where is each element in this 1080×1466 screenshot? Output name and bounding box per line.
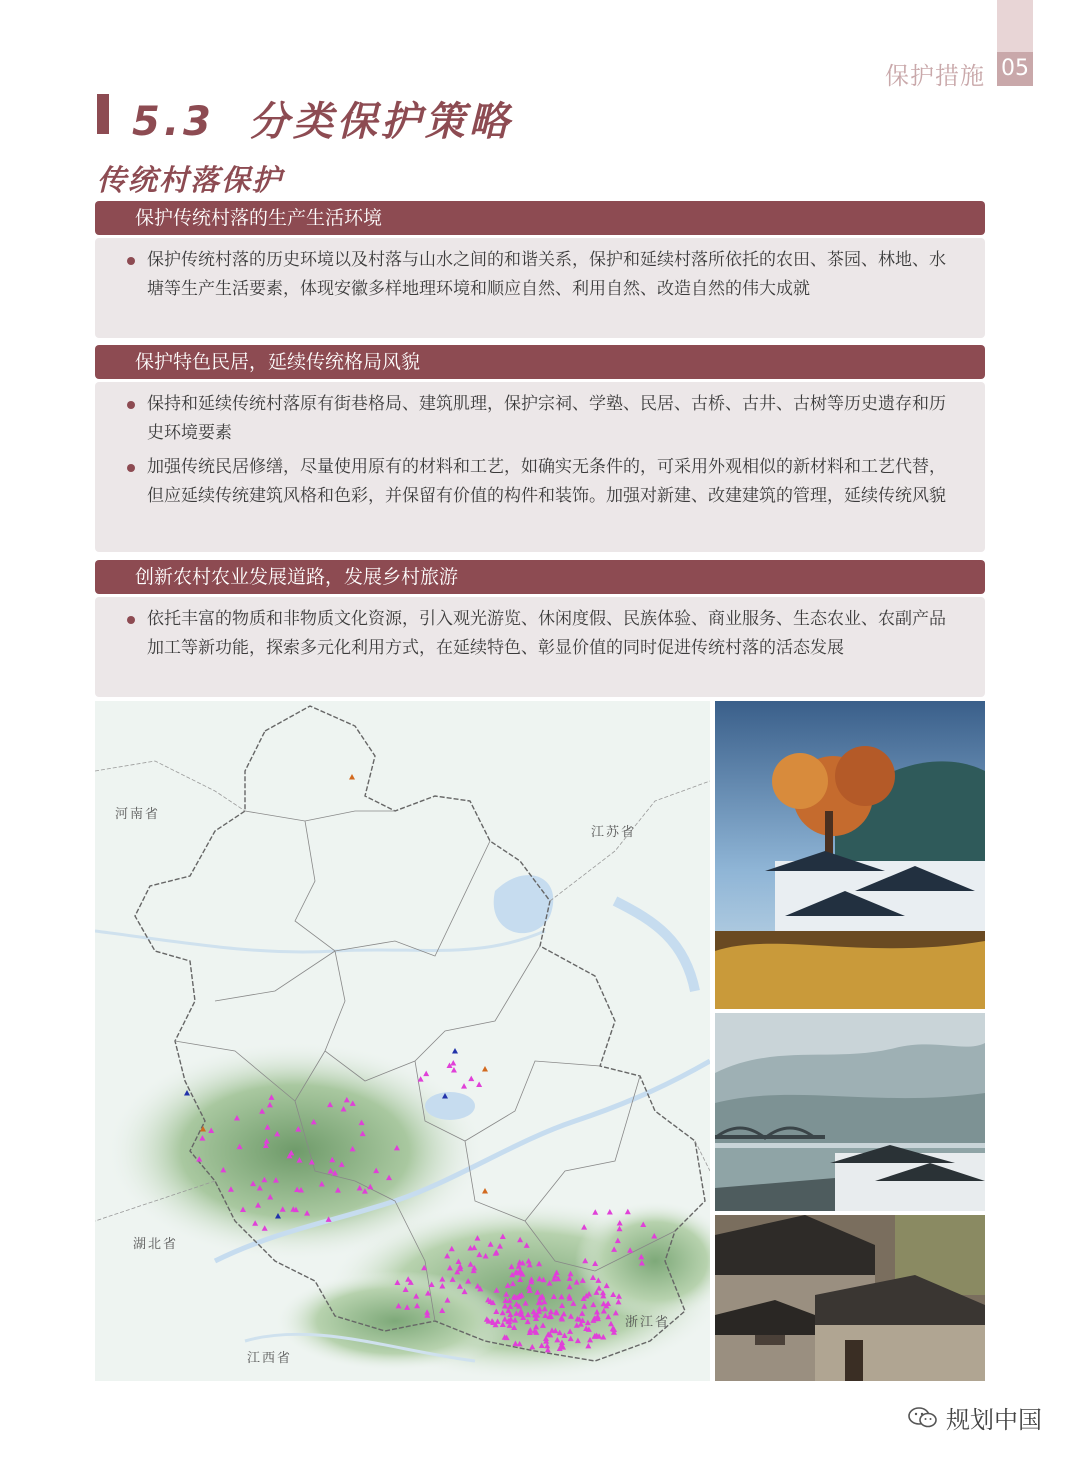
wechat-account (908, 1400, 1042, 1435)
bullet-icon (127, 257, 135, 265)
map-label-jiangxi: 江西省 (247, 1351, 293, 1366)
section-body-2 (95, 382, 985, 552)
chaohu-lake (425, 1092, 475, 1120)
section-title: 分类保护策略 (248, 99, 513, 145)
list-item: 保持和延续传统村落原有街巷格局、建筑肌理，保护宗祠、学塾、民居、古桥、古井、古树等历史遗存和历史环境要素 (127, 390, 955, 448)
photo-old-houses (715, 1215, 985, 1381)
map-label-zhejiang: 浙江省 (625, 1315, 671, 1330)
chapter-title: 保护措施 (885, 62, 985, 90)
section-header-2: 保护特色民居，延续传统格局风貌 (95, 345, 985, 379)
chapter-tab-decoration (997, 0, 1033, 52)
list-item: 依托丰富的物质和非物质文化资源，引入观光游览、休闲度假、民族体验、商业服务、生态农业、农副产品加工等新功能，探索多元化利用方式，在延续特色、彰显价值的同时促进传统村落的活态发展 (127, 605, 955, 663)
map-label-henan: 河南省 (115, 807, 161, 822)
map-label-hubei: 湖北省 (133, 1237, 179, 1252)
bullet-icon (127, 464, 135, 472)
bullet-icon (127, 401, 135, 409)
bullet-icon (127, 616, 135, 624)
list-item: 保护传统村落的历史环境以及村落与山水之间的和谐关系，保护和延续村落所依托的农田、茶园、林地、水塘等生产生活要素，体现安徽多样地理环境和顺应自然、利用自然、改造自然的伟大成就 (127, 246, 955, 304)
wechat-name: 规划中国 (946, 1406, 1042, 1434)
village-distribution-map (95, 701, 710, 1381)
page-title (132, 90, 513, 147)
section-body-1 (95, 238, 985, 338)
section-number: 5.3 (132, 99, 215, 145)
page-subtitle: 传统村落保护 (97, 163, 284, 197)
photo-autumn-village (715, 701, 985, 1009)
chapter-number: 05 (997, 52, 1033, 86)
wechat-icon (908, 1406, 938, 1430)
section-header-1: 保护传统村落的生产生活环境 (95, 201, 985, 235)
map-label-jiangsu: 江苏省 (591, 825, 637, 840)
section-body-3 (95, 597, 985, 697)
map-canvas (95, 701, 710, 1381)
heading-accent-bar (97, 94, 109, 134)
list-item: 加强传统民居修缮，尽量使用原有的材料和工艺，如确实无条件的，可采用外观相似的新材料和工艺代替，但应延续传统建筑风格和色彩，并保留有价值的构件和装饰。加强对新建、改建建筑的管理，延续传统风貌 (127, 453, 955, 511)
photo-misty-lake-bridge (715, 1013, 985, 1211)
section-header-3: 创新农村农业发展道路，发展乡村旅游 (95, 560, 985, 594)
